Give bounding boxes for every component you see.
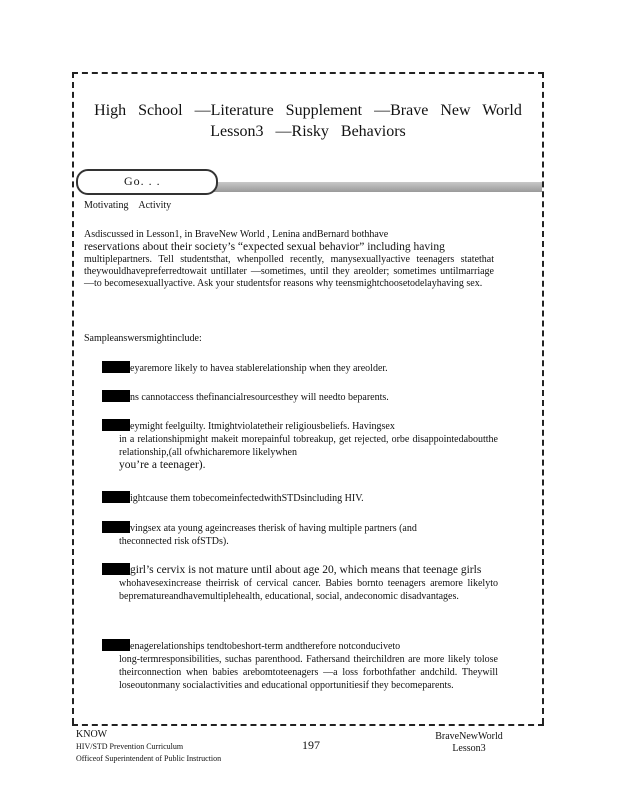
bullet-continuation: whohavesexincrease theirrisk of cervical cancer. Babies bornto teenagers aremore likelyto beprematureandhavemultiplehealth, educational, social, andeconomic disadvantages. xyxy=(119,578,498,602)
bullet-continuation-emphasis: you’re a teenager). xyxy=(119,459,206,471)
list-item xyxy=(102,419,498,472)
page-border-right xyxy=(542,72,544,724)
title-line-2: Lesson3 —Risky Behaviors xyxy=(210,123,406,140)
intro-paragraph xyxy=(84,229,494,290)
go-bar-rule xyxy=(214,182,542,192)
list-item xyxy=(102,361,498,375)
intro-line-b: reservations about their society’s “expected sexual behavior” including having xyxy=(84,241,445,253)
footer-curriculum-name: HIV/STD Prevention Curriculum xyxy=(76,742,184,751)
bullet-continuation: long-termresponsibilities, suchas parenthood. Fathersand theirchildren are more likely tolose theirconnection when babies arebomtoteenagers —a loss forbothfather andchild. Theywill loseoutonmany socialactivities and educational opportunitiesif they becomeparents. xyxy=(119,654,498,691)
footer-lesson-ref xyxy=(434,731,504,755)
bullet-text: ns cannotaccess thefinancialresourcesthey will needto beparents. xyxy=(130,392,389,403)
footer-office: Officeof Superintendent of Public Instruction xyxy=(76,754,222,763)
redaction-block xyxy=(102,419,130,431)
bullet-text: enagerelationships tendtobeshort-term andtherefore notconduciveto xyxy=(130,641,401,652)
list-item xyxy=(102,390,498,404)
redaction-block xyxy=(102,563,130,575)
bullet-text: girl’s cervix is not mature until about age 20, which means that teenage girls xyxy=(130,564,482,576)
redaction-block xyxy=(102,361,130,373)
list-item xyxy=(102,491,498,505)
footer-curriculum xyxy=(76,728,221,765)
list-item xyxy=(102,563,498,603)
redaction-block xyxy=(102,390,130,402)
page-number: 197 xyxy=(302,738,320,752)
page-border-left xyxy=(72,72,74,724)
intro-line-a: Asdiscussed in Lesson1, in BraveNew World , Lenina andBernard bothhave xyxy=(84,229,389,240)
bullet-text: eyaremore likely to havea stablerelationship when they areolder. xyxy=(130,363,388,374)
page-border-top xyxy=(72,72,544,74)
go-button[interactable] xyxy=(76,169,218,195)
sample-answers-intro: Sampleanswersmightinclude: xyxy=(84,333,202,344)
redaction-block xyxy=(102,491,130,503)
go-button-label: Go. . . xyxy=(124,174,161,188)
bullet-continuation: in a relationshipmight makeit morepainful tobreakup, get rejected, orbe disappointedaboutthe relationship,(all ofwhicharemore likelywhen xyxy=(119,434,498,458)
list-item xyxy=(102,521,498,548)
page-border-bottom xyxy=(72,724,544,726)
footer-lesson: Lesson3 xyxy=(452,743,486,754)
redaction-block xyxy=(102,521,130,533)
bullet-continuation: theconnected risk ofSTDs). xyxy=(119,536,229,547)
bullet-text: ightcause them tobecomeinfectedwithSTDsincluding HIV. xyxy=(130,493,364,504)
footer-book-title: BraveNewWorld xyxy=(435,731,503,742)
bullet-text: vingsex ata young ageincreases therisk of having multiple partners (and xyxy=(130,523,417,534)
page-title xyxy=(80,100,536,142)
section-heading: Motivating Activity xyxy=(84,200,172,211)
footer-know: KNOW xyxy=(76,729,108,740)
list-item xyxy=(102,639,498,692)
intro-line-c: multiplepartners. Tell studentsthat, whenpolled recently, manysexuallyactive teenagers statethat theywouldhavepreferredtowait untillater —sometimes, until they areolder; sometimes untilmarriage —to becomesexuallyactive. Ask your studentsfor reasons why teensmightchoosetodelayhaving sex. xyxy=(84,254,494,289)
redaction-block xyxy=(102,639,130,651)
bullet-text: eymight feelguilty. Itmightviolatetheir religiousbeliefs. Havingsex xyxy=(130,421,395,432)
title-line-1: High School —Literature Supplement —Brave New World xyxy=(94,102,522,119)
